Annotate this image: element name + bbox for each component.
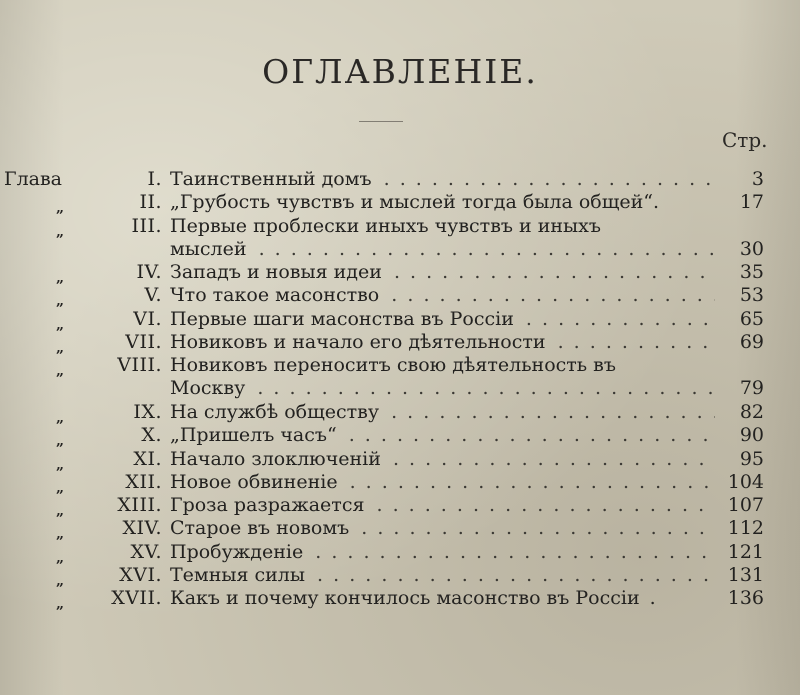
chapter-label: Глава xyxy=(4,168,63,190)
ditto-mark: „ xyxy=(56,573,65,590)
ditto-mark: „ xyxy=(56,340,65,357)
chapter-title-text: Пробужденіе xyxy=(170,540,304,563)
chapter-title xyxy=(170,354,715,400)
chapter-numeral: XIII. xyxy=(117,494,162,517)
page-number: 65 xyxy=(739,307,764,330)
ditto-mark: „ xyxy=(56,526,65,543)
ditto-mark: „ xyxy=(56,549,65,566)
page-number: 90 xyxy=(739,424,764,447)
toc-entry xyxy=(0,541,800,564)
ditto-mark: „ xyxy=(56,503,65,520)
toc-entry xyxy=(0,401,800,424)
chapter-title-text: Новиковъ переноситъ свою дѣятельность въ xyxy=(170,354,616,377)
chapter-title xyxy=(170,284,715,307)
chapter-title xyxy=(170,517,715,540)
page-number: 3 xyxy=(751,168,764,190)
page-number: 53 xyxy=(739,284,764,307)
chapter-title-text: Темныя силы xyxy=(170,564,306,587)
toc-entry xyxy=(0,191,800,217)
page-title: ОГЛАВЛЕНІЕ. xyxy=(262,52,538,91)
chapter-title-text: Западъ и новыя идеи xyxy=(170,261,382,284)
chapter-numeral: III. xyxy=(131,214,162,237)
ditto-mark: „ xyxy=(56,433,65,450)
page-number: 35 xyxy=(739,261,764,284)
toc-entry xyxy=(0,564,800,590)
ditto-mark: „ xyxy=(56,596,65,613)
toc-entry xyxy=(0,587,800,613)
table-of-contents xyxy=(0,168,800,611)
chapter-title-text: Старое въ новомъ xyxy=(170,517,350,540)
chapter-title-text: „Пришелъ часъ“ xyxy=(170,424,337,447)
ditto-mark: „ xyxy=(56,270,65,287)
ditto-mark: „ xyxy=(56,409,65,426)
chapter-title: Какъ и почему кончилось масонство въ Россіи . xyxy=(170,587,656,610)
toc-entry xyxy=(0,354,800,401)
ditto-mark: „ xyxy=(56,363,65,380)
chapter-title xyxy=(170,308,715,331)
toc-entry xyxy=(0,284,800,310)
chapter-title-continuation: мыслей xyxy=(170,237,247,260)
chapter-title xyxy=(170,215,715,261)
page-number: 131 xyxy=(727,564,764,587)
chapter-title-text: Первые проблески иныхъ чувствъ и иныхъ xyxy=(170,214,601,237)
chapter-title-text: Первые шаги масонства въ Россіи xyxy=(170,307,514,330)
chapter-numeral: IX. xyxy=(133,400,162,423)
title-divider xyxy=(359,121,403,122)
chapter-title xyxy=(170,494,715,517)
toc-entry xyxy=(0,471,800,494)
chapter-numeral: VII. xyxy=(125,331,162,354)
chapter-title xyxy=(170,331,715,354)
chapter-numeral: XV. xyxy=(130,540,162,563)
ditto-mark: „ xyxy=(56,293,65,310)
page-number: 95 xyxy=(739,447,764,470)
chapter-title xyxy=(170,191,715,214)
toc-entry xyxy=(0,448,800,471)
toc-entry xyxy=(0,168,800,191)
toc-entry xyxy=(0,331,800,357)
chapter-title xyxy=(170,541,715,564)
page-number: 107 xyxy=(727,494,764,517)
toc-entry xyxy=(0,424,800,450)
ditto-mark: „ xyxy=(56,200,65,217)
page-number: 121 xyxy=(727,540,764,563)
page-number: 79 xyxy=(739,377,764,400)
chapter-title xyxy=(170,168,715,191)
toc-entry xyxy=(0,308,800,331)
pages-column-header: Стр. xyxy=(722,128,768,152)
chapter-title-text: Что такое масонство xyxy=(170,284,380,307)
toc-entry xyxy=(0,261,800,287)
toc-entry xyxy=(0,517,800,543)
chapter-numeral: I. xyxy=(147,168,162,190)
chapter-title-text: Таинственный домъ xyxy=(170,168,372,190)
chapter-title-text: „Грубость чувствъ и мыслей тогда была общей“. xyxy=(170,191,660,214)
chapter-title-text: Новиковъ и начало его дѣятельности xyxy=(170,331,546,354)
page-number: 69 xyxy=(739,331,764,354)
chapter-title-text: Гроза разражается xyxy=(170,494,365,517)
chapter-numeral: X. xyxy=(141,424,162,447)
chapter-numeral: XIV. xyxy=(122,517,162,540)
chapter-title xyxy=(170,424,715,447)
ditto-mark: „ xyxy=(56,316,65,333)
chapter-title-text: Начало злоключеній xyxy=(170,447,381,470)
page-number: 82 xyxy=(739,400,764,423)
page-number: 30 xyxy=(739,237,764,260)
chapter-numeral: VI. xyxy=(133,307,162,330)
chapter-title xyxy=(170,401,715,424)
chapter-title xyxy=(170,448,715,471)
toc-entry xyxy=(0,494,800,520)
toc-entry xyxy=(0,215,800,262)
ditto-mark: „ xyxy=(56,223,65,240)
page-number: 17 xyxy=(739,191,764,214)
ditto-mark: „ xyxy=(56,479,65,496)
chapter-numeral: XII. xyxy=(125,470,162,493)
chapter-numeral: XI. xyxy=(133,447,162,470)
chapter-title-text: Какъ и почему кончилось масонство въ Россіи xyxy=(170,587,640,610)
chapter-title-continuation: Москву xyxy=(170,377,246,400)
chapter-title xyxy=(170,261,715,284)
chapter-numeral: II. xyxy=(139,191,162,214)
page-number: 136 xyxy=(727,587,764,610)
chapter-title xyxy=(170,564,715,587)
page-number: 112 xyxy=(727,517,764,540)
chapter-numeral: XVI. xyxy=(119,564,162,587)
page-number: 104 xyxy=(727,470,764,493)
chapter-numeral: XVII. xyxy=(111,587,162,610)
chapter-numeral: VIII. xyxy=(117,354,162,377)
chapter-title-text: Новое обвиненіе xyxy=(170,470,338,493)
chapter-title xyxy=(170,471,715,494)
chapter-numeral: IV. xyxy=(136,261,162,284)
ditto-mark: „ xyxy=(56,456,65,473)
chapter-numeral: V. xyxy=(144,284,162,307)
chapter-title-text: На службѣ обществу xyxy=(170,400,380,423)
